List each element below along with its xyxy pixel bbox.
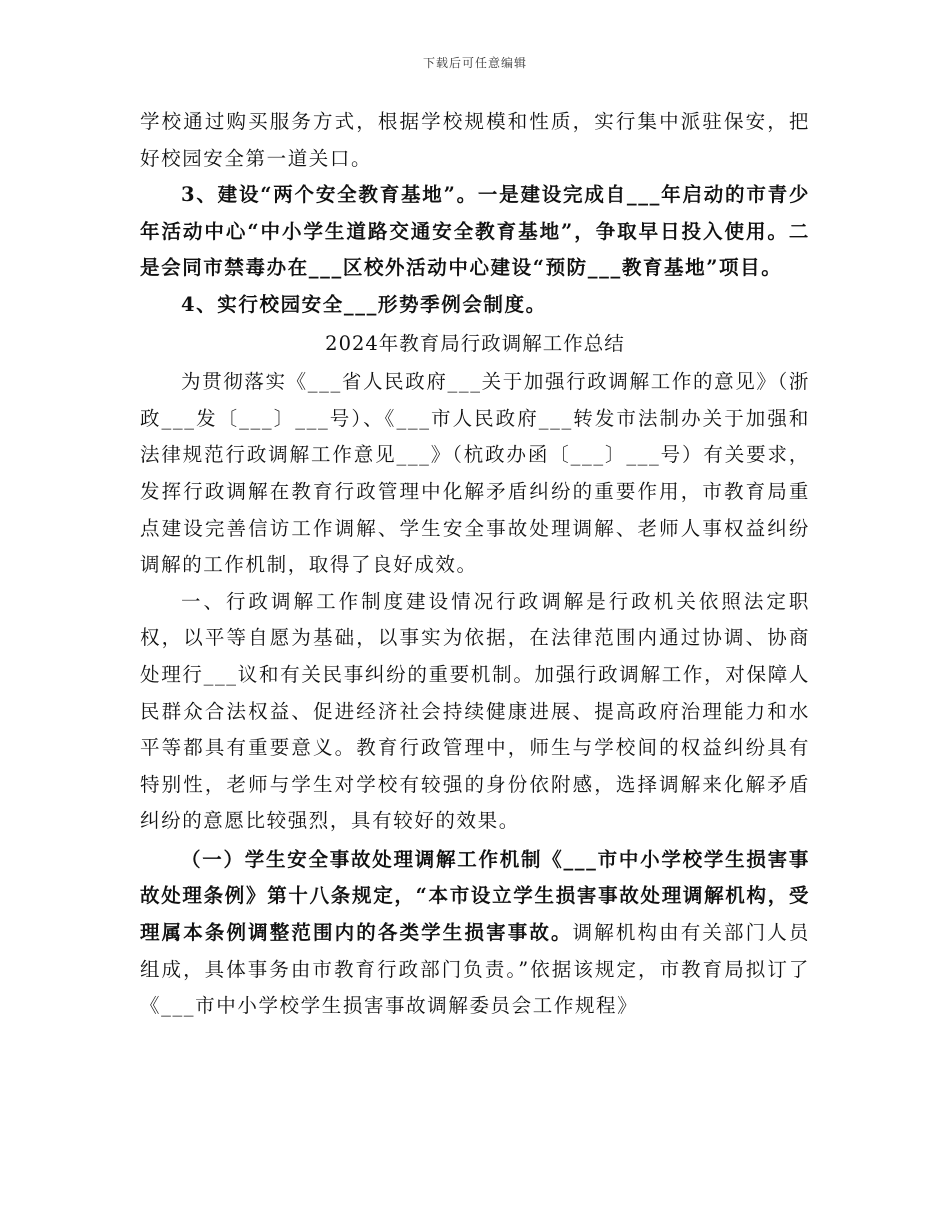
document-body <box>140 104 810 1025</box>
page-header: 下载后可任意编辑 <box>422 56 527 70</box>
paragraph-security-guards: 学校通过购买服务方式，根据学校规模和性质，实行集中派驻保安，把好校园安全第一道关口。 <box>140 110 810 170</box>
paragraph-introduction: 为贯彻落实《___省人民政府___关于加强行政调解工作的意见》（浙政___发〔___〕___号）、《___市人民政府___转发市法制办关于加强和法律规范行政调解工作意见___》（杭政办函〔___〕___号）有关要求，发挥行政调解在教育行政管理中化解矛盾纠纷的重要作用，市教育局重点建设完善信访工作调解、学生安全事故处理调解、老师人事权益纠纷调解的工作机制，取得了良好成效。 <box>140 370 810 577</box>
paragraph-seasonal-meeting: 4、实行校园安全___形势季例会制度。 <box>181 292 547 316</box>
accident-mechanism-rest: 调解机构由有关部门人员组成，具体事务由市教育行政部门负责。”依据该规定，市教育局拟订了《___市中小学校学生损害事故调解委员会工作规程》 <box>140 921 810 1018</box>
accident-mechanism-bold: （一）学生安全事故处理调解工作机制《___市中小学校学生损害事故处理条例》第十八条规定，“本市设立学生损害事故处理调解机构，受理属本条例调整范围内的各类学生损害事故。 <box>140 847 810 945</box>
paragraph-education-bases: 3、建设“两个安全教育基地”。一是建设完成自___年启动的市青少年活动中心“中小学生道路交通安全教育基地”，争取早日投入使用。二是会同市禁毒办在___区校外活动中心建设“预防___教育基地”项目。 <box>140 183 810 280</box>
section-title: 2024年教育局行政调解工作总结 <box>325 331 625 355</box>
paragraph-accident-mechanism <box>140 842 810 1025</box>
paragraph-system-construction: 一、行政调解工作制度建设情况行政调解是行政机关依照法定职权，以平等自愿为基础，以事实为依据，在法律范围内通过协调、协商处理行___议和有关民事纠纷的重要机制。加强行政调解工作，对保障人民群众合法权益、促进经济社会持续健康进展、提高政府治理能力和水平等都具有重要意义。教育行政管理中，师生与学校间的权益纠纷具有特别性，老师与学生对学校有较强的身份依附感，选择调解来化解矛盾纠纷的意愿比较强烈，具有较好的效果。 <box>140 589 810 833</box>
